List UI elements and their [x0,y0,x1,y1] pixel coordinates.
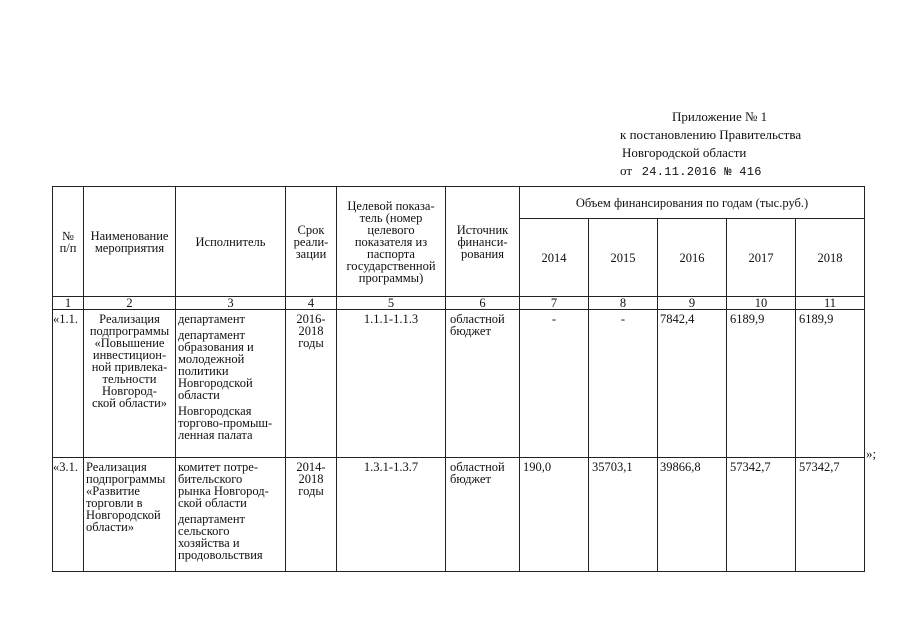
column-number: 5 [337,297,446,310]
row-target: 1.3.1-1.3.7 [337,458,446,572]
source-line: областной [450,312,505,326]
row-name-line: инвестицион- [92,348,167,362]
header-name-line: мероприятия [94,240,165,255]
row-name [84,458,176,572]
row-value-2017: 57342,7 [727,458,796,572]
column-number: 11 [796,297,865,310]
header-num [53,187,84,297]
appendix-title: Приложение № 1 [672,109,768,124]
header-term-line: Срок [297,222,325,237]
row-number: «1.1. [53,310,84,458]
row-name-line: Реализация [86,460,147,474]
header-year: 2015 [589,219,658,297]
row-name-line: Реализация [99,312,160,326]
column-number: 7 [520,297,589,310]
header-num-line: № [62,228,74,243]
closing-quote-mark: »; [866,446,877,461]
column-numbers-row [53,297,865,310]
executor-line: Новгородской [178,376,253,390]
column-number: 4 [286,297,337,310]
executor-line: ленная палата [178,428,253,442]
appendix-region-line: Новгородской области [622,145,747,160]
executor-line: бительского [178,472,243,486]
column-number: 8 [589,297,658,310]
table-row [53,458,865,572]
source-line: областной [450,460,505,474]
row-source [446,458,520,572]
row-name [84,310,176,458]
header-year: 2016 [658,219,727,297]
table-row [53,310,865,458]
executor-line: комитет потре- [178,460,258,474]
header-funding-group: Объем финансирования по годам (тыс.руб.) [520,187,865,219]
row-name-line: Новгородской [86,508,161,522]
date-prefix: от [620,163,633,178]
header-name-line: Наименование [90,228,169,243]
header-term-line: зации [295,246,327,261]
row-value-2016: 7842,4 [658,310,727,458]
header-year: 2018 [796,219,865,297]
header-num-line: п/п [59,240,77,255]
header-term-line: реали- [293,234,329,249]
executor-line: департамент [178,328,246,342]
header-target-line: программы) [358,270,424,285]
term-line: годы [298,336,324,350]
column-number: 3 [176,297,286,310]
header-executor: Исполнитель [176,187,286,297]
executor-line: хозяйства и [178,536,240,550]
header-target-line: показателя из [354,234,428,249]
term-line: 2014- [296,460,326,474]
header-source-line: финанси- [457,234,508,249]
row-value-2018: 57342,7 [796,458,865,572]
header-year: 2014 [520,219,589,297]
executor-line: образования и [178,340,254,354]
header-source [446,187,520,297]
header-name [84,187,176,297]
term-line: 2018 [298,472,324,486]
header-target-line: целевого [367,222,415,237]
column-number: 10 [727,297,796,310]
header-source-line: рования [461,246,504,261]
row-target: 1.1.1-1.1.3 [337,310,446,458]
executor-line: продовольствия [178,548,263,562]
appendix-date-line [620,162,801,181]
executor-line: ской области [178,496,247,510]
row-value-2017: 6189,9 [727,310,796,458]
row-name-line: тельности [102,372,157,386]
term-line: годы [298,484,324,498]
row-name-line: торговли в [86,496,143,510]
date-value: 24.11.2016 № 416 [641,165,762,179]
source-line: бюджет [450,324,491,338]
appendix-header [620,108,801,181]
source-line: бюджет [450,472,491,486]
row-source [446,310,520,458]
term-line: 2016- [296,312,326,326]
executor-line: департамент [178,512,246,526]
column-number: 9 [658,297,727,310]
row-name-line: подпрограммы [86,472,166,486]
executor-line: политики [178,364,229,378]
executor-line: области [178,388,220,402]
executor-line: молодежной [178,352,245,366]
row-term [286,310,337,458]
row-name-line: Новгород- [102,384,157,398]
header-target-line: тель (номер [359,210,423,225]
appendix-decree-line: к постановлению Правительства [620,127,802,142]
row-name-line: подпрограммы [89,324,170,338]
executor-line: рынка Новгород- [178,484,269,498]
row-number: «3.1. [53,458,84,572]
row-name-line: ской области» [91,396,168,410]
row-term [286,458,337,572]
row-executor [176,458,286,572]
header-year: 2017 [727,219,796,297]
header-target-line: государственной [346,258,436,273]
row-value-2015: 35703,1 [589,458,658,572]
row-value-2015: - [589,310,658,458]
header-source-line: Источник [456,222,509,237]
executor-line: торгово-промыш- [178,416,273,430]
header-term [286,187,337,297]
row-name-line: ной привлека- [91,360,168,374]
header-target-line: паспорта [367,246,415,261]
row-name-line: «Повышение [94,336,165,350]
row-value-2016: 39866,8 [658,458,727,572]
executor-line: сельского [178,524,230,538]
funding-table [52,186,865,572]
column-number: 6 [446,297,520,310]
executor-line: департамент [178,312,246,326]
row-value-2018: 6189,9 [796,310,865,458]
row-value-2014: - [520,310,589,458]
row-name-line: «Развитие [86,484,140,498]
term-line: 2018 [298,324,324,338]
row-name-line: области» [86,520,135,534]
column-number: 1 [53,297,84,310]
row-executor [176,310,286,458]
executor-line: Новгородская [178,404,252,418]
header-target [337,187,446,297]
column-number: 2 [84,297,176,310]
header-target-line: Целевой показа- [347,198,435,213]
row-value-2014: 190,0 [520,458,589,572]
